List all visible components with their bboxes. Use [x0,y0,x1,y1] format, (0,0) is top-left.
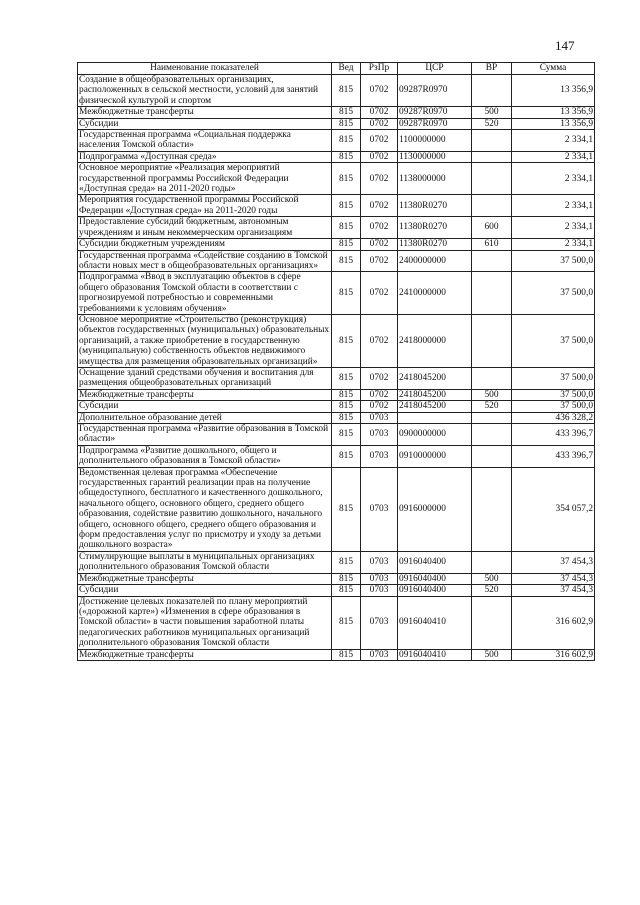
cell-csr: 0900000000 [398,424,472,446]
cell-vr [472,367,512,389]
cell-ved: 815 [332,163,361,195]
table-row [78,389,595,400]
cell-name: Государственная программа «Развитие образования в Томской области» [78,424,332,446]
table-row [78,107,595,118]
cell-ved: 815 [332,649,361,660]
cell-name: Субсидии бюджетным учреждениям [78,239,332,250]
cell-name: Мероприятия государственной программы Российской Федерации «Доступная среда» на 2011-2020 годы [78,195,332,217]
cell-ved: 815 [332,424,361,446]
cell-ved: 815 [332,75,361,107]
cell-vr [472,272,512,315]
cell-rzpr: 0702 [361,250,398,272]
cell-ved: 815 [332,467,361,551]
cell-csr: 09287R0970 [398,118,472,129]
cell-ved: 815 [332,151,361,162]
cell-sum: 13 356,9 [512,118,595,129]
header-csr: ЦСР [398,63,472,75]
table-row [78,217,595,239]
cell-sum: 13 356,9 [512,75,595,107]
cell-ved: 815 [332,130,361,152]
cell-name: Достижение целевых показателей по плану мероприятий («дорожной карте») «Изменения в сфере образования в Томской области» в части повышения заработной платы педагогических работников муниципальных организаций дополнительного образования Томской области [78,596,332,649]
cell-vr: 500 [472,573,512,584]
table-row [78,424,595,446]
cell-rzpr: 0702 [361,118,398,129]
table-row [78,573,595,584]
cell-rzpr: 0703 [361,424,398,446]
cell-vr [472,195,512,217]
cell-csr: 1130000000 [398,151,472,162]
cell-rzpr: 0702 [361,217,398,239]
cell-vr [472,596,512,649]
cell-rzpr: 0703 [361,467,398,551]
cell-rzpr: 0702 [361,367,398,389]
table-row [78,195,595,217]
cell-vr: 600 [472,217,512,239]
cell-name: Субсидии [78,401,332,412]
table-row [78,412,595,423]
table-row [78,239,595,250]
cell-name: Основное мероприятие «Строительство (реконструкция) объектов государственных (муниципальных) образовательных организаций, а также приобретение в государственную (муниципальную) собственность объектов недвижимого имущества для размещения образовательных организаций» [78,314,332,367]
cell-rzpr: 0702 [361,195,398,217]
header-ved: Вед [332,63,361,75]
cell-sum: 2 334,1 [512,151,595,162]
cell-csr: 0910000000 [398,445,472,467]
cell-vr: 500 [472,107,512,118]
cell-name: Государственная программа «Содействие созданию в Томской области новых мест в общеобразовательных организациях» [78,250,332,272]
cell-ved: 815 [332,250,361,272]
cell-vr [472,445,512,467]
cell-ved: 815 [332,272,361,315]
cell-ved: 815 [332,367,361,389]
table-row [78,250,595,272]
cell-ved: 815 [332,389,361,400]
cell-sum: 37 454,3 [512,573,595,584]
cell-csr: 0916000000 [398,467,472,551]
table-row [78,367,595,389]
cell-csr: 0916040410 [398,596,472,649]
cell-csr: 1100000000 [398,130,472,152]
cell-ved: 815 [332,107,361,118]
cell-sum: 2 334,1 [512,163,595,195]
cell-ved: 815 [332,445,361,467]
table-body [78,75,595,661]
cell-vr [472,75,512,107]
cell-csr: 0916040400 [398,573,472,584]
table-row [78,272,595,315]
cell-rzpr: 0702 [361,389,398,400]
cell-sum: 37 500,0 [512,367,595,389]
cell-rzpr: 0702 [361,272,398,315]
header-rzpr: РзПр [361,63,398,75]
cell-csr: 09287R0970 [398,107,472,118]
cell-vr: 500 [472,649,512,660]
cell-rzpr: 0702 [361,107,398,118]
table-row [78,75,595,107]
cell-csr: 2418045200 [398,389,472,400]
cell-rzpr: 0702 [361,239,398,250]
cell-sum: 433 396,7 [512,424,595,446]
cell-vr [472,151,512,162]
cell-sum: 2 334,1 [512,239,595,250]
cell-rzpr: 0702 [361,75,398,107]
table-row [78,445,595,467]
cell-sum: 2 334,1 [512,195,595,217]
cell-vr [472,130,512,152]
cell-vr [472,314,512,367]
cell-csr: 0916040400 [398,551,472,573]
cell-name: Межбюджетные трансферты [78,389,332,400]
cell-sum: 316 602,9 [512,596,595,649]
header-sum: Сумма [512,63,595,75]
cell-rzpr: 0703 [361,585,398,596]
cell-ved: 815 [332,217,361,239]
cell-vr: 520 [472,585,512,596]
cell-name: Межбюджетные трансферты [78,649,332,660]
cell-rzpr: 0703 [361,445,398,467]
budget-table [77,62,595,661]
table-row [78,118,595,129]
cell-csr: 2418045200 [398,401,472,412]
cell-name: Межбюджетные трансферты [78,573,332,584]
header-vr: ВР [472,63,512,75]
table-row [78,585,595,596]
cell-ved: 815 [332,195,361,217]
cell-vr [472,250,512,272]
cell-rzpr: 0703 [361,412,398,423]
cell-csr: 2418045200 [398,367,472,389]
cell-ved: 815 [332,401,361,412]
table-row [78,596,595,649]
table-row [78,151,595,162]
cell-rzpr: 0703 [361,649,398,660]
cell-vr [472,163,512,195]
cell-name: Подпрограмма «Развитие дошкольного, общего и дополнительного образования в Томской области» [78,445,332,467]
cell-sum: 2 334,1 [512,130,595,152]
cell-sum: 37 454,3 [512,585,595,596]
cell-ved: 815 [332,412,361,423]
cell-sum: 433 396,7 [512,445,595,467]
cell-name: Создание в общеобразовательных организациях, расположенных в сельской местности, условий для занятий физической культурой и спортом [78,75,332,107]
cell-ved: 815 [332,596,361,649]
table-row [78,163,595,195]
cell-csr: 09287R0970 [398,75,472,107]
cell-vr: 520 [472,118,512,129]
header-name: Наименование показателей [78,63,332,75]
cell-rzpr: 0703 [361,573,398,584]
table-row [78,314,595,367]
cell-sum: 37 500,0 [512,272,595,315]
page-number: 147 [555,38,575,53]
table-row [78,467,595,551]
cell-rzpr: 0702 [361,130,398,152]
cell-name: Субсидии [78,585,332,596]
cell-csr: 2410000000 [398,272,472,315]
table-row [78,649,595,660]
cell-ved: 815 [332,239,361,250]
cell-rzpr: 0703 [361,596,398,649]
cell-rzpr: 0702 [361,151,398,162]
cell-sum: 2 334,1 [512,217,595,239]
cell-sum: 37 500,0 [512,250,595,272]
cell-csr: 0916040410 [398,649,472,660]
cell-sum: 37 500,0 [512,389,595,400]
cell-ved: 815 [332,573,361,584]
cell-name: Стимулирующие выплаты в муниципальных организациях дополнительного образования Томской области [78,551,332,573]
table-row [78,551,595,573]
cell-rzpr: 0702 [361,163,398,195]
cell-csr: 2418000000 [398,314,472,367]
cell-csr: 0916040400 [398,585,472,596]
cell-ved: 815 [332,551,361,573]
cell-name: Государственная программа «Социальная поддержка населения Томской области» [78,130,332,152]
cell-sum: 13 356,9 [512,107,595,118]
cell-csr [398,412,472,423]
cell-ved: 815 [332,585,361,596]
cell-vr [472,424,512,446]
cell-name: Подпрограмма «Ввод в эксплуатацию объектов в сфере общего образования Томской области в соответствии с прогнозируемой потребностью и современными требованиями к условиям обучения» [78,272,332,315]
table-header-row [78,63,595,75]
table-row [78,130,595,152]
cell-name: Межбюджетные трансферты [78,107,332,118]
cell-sum: 37 500,0 [512,401,595,412]
cell-vr [472,467,512,551]
cell-rzpr: 0703 [361,551,398,573]
cell-csr: 11380R0270 [398,195,472,217]
table-row [78,401,595,412]
cell-name: Подпрограмма «Доступная среда» [78,151,332,162]
cell-csr: 1138000000 [398,163,472,195]
cell-sum: 37 454,3 [512,551,595,573]
cell-name: Дополнительное образование детей [78,412,332,423]
cell-csr: 11380R0270 [398,239,472,250]
cell-name: Оснащение зданий средствами обучения и воспитания для размещения общеобразовательных организаций [78,367,332,389]
cell-vr: 610 [472,239,512,250]
cell-sum: 316 602,9 [512,649,595,660]
cell-name: Ведомственная целевая программа «Обеспечение государственных гарантий реализации прав на получение общедоступного, бесплатного и качественного дошкольного, начального общего, основного общего, среднего общего образования, содействие развитию дошкольного, начального общего, основного общего, среднего общего образования и форм предоставления услуг по присмотру и уходу за детьми дошкольного возраста» [78,467,332,551]
cell-rzpr: 0702 [361,314,398,367]
cell-vr: 500 [472,389,512,400]
cell-name: Субсидии [78,118,332,129]
cell-name: Предоставление субсидий бюджетным, автономным учреждениям и иным некоммерческим организациям [78,217,332,239]
cell-vr [472,412,512,423]
cell-sum: 37 500,0 [512,314,595,367]
cell-ved: 815 [332,314,361,367]
cell-csr: 11380R0270 [398,217,472,239]
cell-rzpr: 0702 [361,401,398,412]
cell-name: Основное мероприятие «Реализация мероприятий государственной программы Российской Федерации «Доступная среда» на 2011-2020 годы» [78,163,332,195]
cell-vr: 520 [472,401,512,412]
cell-vr [472,551,512,573]
cell-sum: 436 328,2 [512,412,595,423]
cell-csr: 2400000000 [398,250,472,272]
cell-ved: 815 [332,118,361,129]
cell-sum: 354 057,2 [512,467,595,551]
